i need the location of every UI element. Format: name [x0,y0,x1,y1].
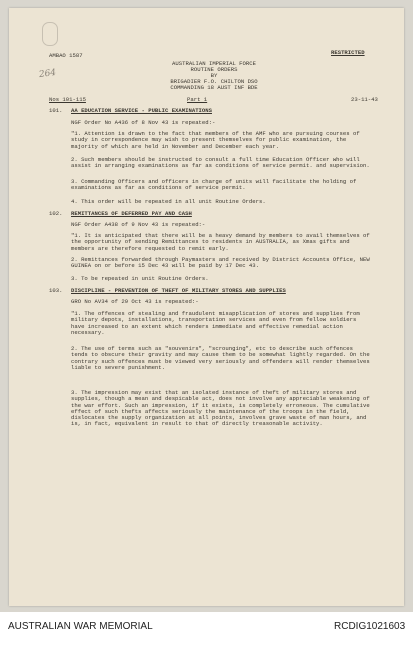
handwritten-note: 264 [38,67,57,81]
section-number: 101. [49,107,63,114]
paragraph: 3. The impression may exist that an isolated instance of theft of military stores and supplies, though a mean and despicable act, does not involve any appreciable weakening of the war effort. Such an impression, if it exists, is completely erroneous. The cumulative effect of such thefts affects seriously the maintenance of the troops in the field, dislocates the supply organization at all points, involves grave waste of man hours, and is, in fact, equivalent in result to that of directly treasonable activity. [71,389,370,428]
restricted-stamp: RESTRICTED [331,49,365,56]
title-line-5: COMMANDING 18 AUST INF BDE [170,84,258,91]
order-numbers: Nos 101-115 [49,96,86,103]
section-reference: NGF Order A438 of 9 Nov 43 is repeated:- [71,221,206,228]
title-line-2: ROUTINE ORDERS [190,66,238,73]
paragraph: 2. The use of terms such as "souvenirs", "scrounging", etc to describe such offences tends to obscure their gravity and may cause them to be somewhat lightly regarded. On the contrary such offences must be viewed very seriously and offenders will render themselves liable to severe punishment. [71,345,370,371]
paragraph: "1. Attention is drawn to the fact that members of the AMF who are pursuing courses of study in correspondence may wish to present themselves for public examination, the majority of which are held in November and December each year. [71,130,360,150]
section-number: 103. [49,287,63,294]
paragraph: "1. It is anticipated that there will be a heavy demand by members to avail themselves of the opportunity of sending Remittances to residents in AUSTRALIA, as Xmas gifts and members are therefore requested to remit early. [71,232,370,252]
reference-code: AMBAO 1587 [49,52,83,59]
footer-record-id: RCDIG1021603 [334,621,406,632]
part-label: Part 1 [187,96,208,103]
section-heading: AA EDUCATION SERVICE - PUBLIC EXAMINATIONS [71,107,212,114]
order-date: 23-11-43 [351,96,378,103]
section-heading: REMITTANCES OF DEFERRED PAY AND CASH [71,210,192,217]
footer-institution: AUSTRALIAN WAR MEMORIAL [8,621,153,632]
paragraph: 4. This order will be repeated in all unit Routine Orders. [71,198,266,205]
paragraph: 2. Such members should be instructed to consult a full time Education Officer who will assist in arranging examinations as far as conditions of service permit. and supervision. [71,156,370,170]
paragraph: 2. Remittances forwarded through Paymasters and received by District Accounts Office, NEW GUINEA on or before 15 Dec 43 will be paid by 17 Dec 43. [71,256,370,270]
paragraph: 3. To be repeated in unit Routine Orders. [71,275,209,282]
title-line-3: BY [210,72,218,79]
section-number: 102. [49,210,63,217]
document-page [9,8,404,606]
title-line-1: AUSTRALIAN IMPERIAL FORCE [172,60,256,67]
section-heading: DISCIPLINE - PREVENTION OF THEFT OF MILITARY STORES AND SUPPLIES [71,287,286,294]
section-reference: NGF Order No A436 of 8 Nov 43 is repeated:- [71,119,216,126]
archive-footer [0,612,413,654]
title-line-4: BRIGADIER F.O. CHILTON DSO [170,78,258,85]
paragraph: "1. The offences of stealing and fraudulent misapplication of stores and supplies from military depots, installations, transportation services and even from fellow soldiers have increased to an extent which renders immediate and effective remedial action necessary. [71,310,360,336]
paragraph: 3. Commanding Officers and officers in charge of units will facilitate the holding of examinations as far as conditions of service permit. [71,178,357,192]
section-reference: GRO No AV34 of 29 Oct 43 is repeated:- [71,298,199,305]
staple-mark [42,22,58,46]
